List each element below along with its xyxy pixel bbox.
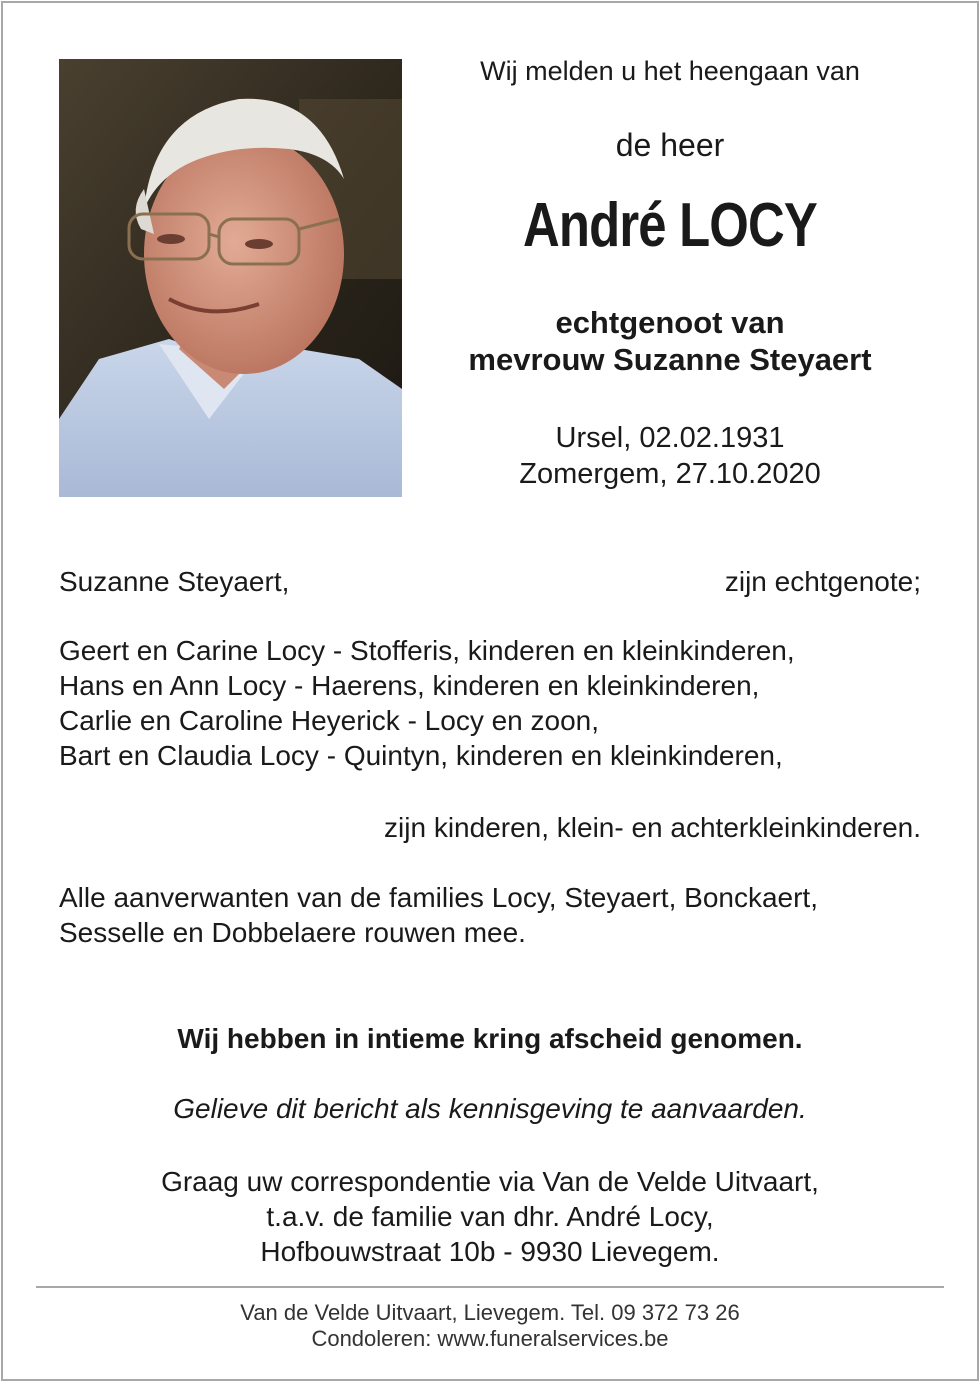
children-list	[59, 633, 921, 773]
correspondence-address	[0, 1164, 980, 1269]
spouse-heading	[420, 304, 920, 378]
deceased-name: André LOCY	[522, 191, 818, 260]
funeral-home-contact: Van de Velde Uitvaart, Lievegem. Tel. 09 372 73 26	[240, 1300, 740, 1325]
birth-place-date: Ursel, 02.02.1931	[555, 422, 785, 454]
spouse-role: zijn echtgenote;	[724, 566, 921, 597]
children-role: zijn kinderen, klein- en achterkleinkinderen.	[384, 812, 921, 843]
relatives-text	[59, 880, 921, 950]
title-prefix: de heer	[615, 127, 725, 163]
child-line: Geert en Carine Locy - Stofferis, kinderen en kleinkinderen,	[59, 635, 795, 666]
spouse-name: Suzanne Steyaert,	[59, 566, 290, 597]
footer-divider	[36, 1286, 944, 1288]
spouse-line-2: mevrouw Suzanne Steyaert	[468, 342, 872, 377]
child-line: Carlie en Caroline Heyerick - Locy en zoon,	[59, 705, 600, 736]
correspondence-line: t.a.v. de familie van dhr. André Locy,	[266, 1201, 714, 1232]
child-line: Hans en Ann Locy - Haerens, kinderen en kleinkinderen,	[59, 670, 760, 701]
child-line: Bart en Claudia Locy - Quintyn, kinderen en kleinkinderen,	[59, 740, 783, 771]
life-dates	[420, 420, 920, 492]
correspondence-line: Hofbouwstraat 10b - 9930 Lievegem.	[260, 1236, 720, 1267]
footer	[0, 1300, 980, 1352]
relatives-line-2: Sesselle en Dobbelaere rouwen mee.	[59, 917, 526, 948]
portrait-photo	[59, 59, 402, 497]
spouse-line-1: echtgenoot van	[555, 305, 785, 340]
notice-statement: Gelieve dit bericht als kennisgeving te aanvaarden.	[173, 1093, 807, 1124]
spouse-row	[59, 564, 921, 599]
relatives-line-1: Alle aanverwanten van de families Locy, Steyaert, Bonckaert,	[59, 882, 818, 913]
death-place-date: Zomergem, 27.10.2020	[519, 458, 821, 490]
condolence-link: Condoleren: www.funeralservices.be	[311, 1326, 669, 1351]
farewell-statement: Wij hebben in intieme kring afscheid genomen.	[177, 1023, 803, 1054]
correspondence-line: Graag uw correspondentie via Van de Velde Uitvaart,	[161, 1166, 819, 1197]
intro-text: Wij melden u het heengaan van	[480, 56, 860, 86]
